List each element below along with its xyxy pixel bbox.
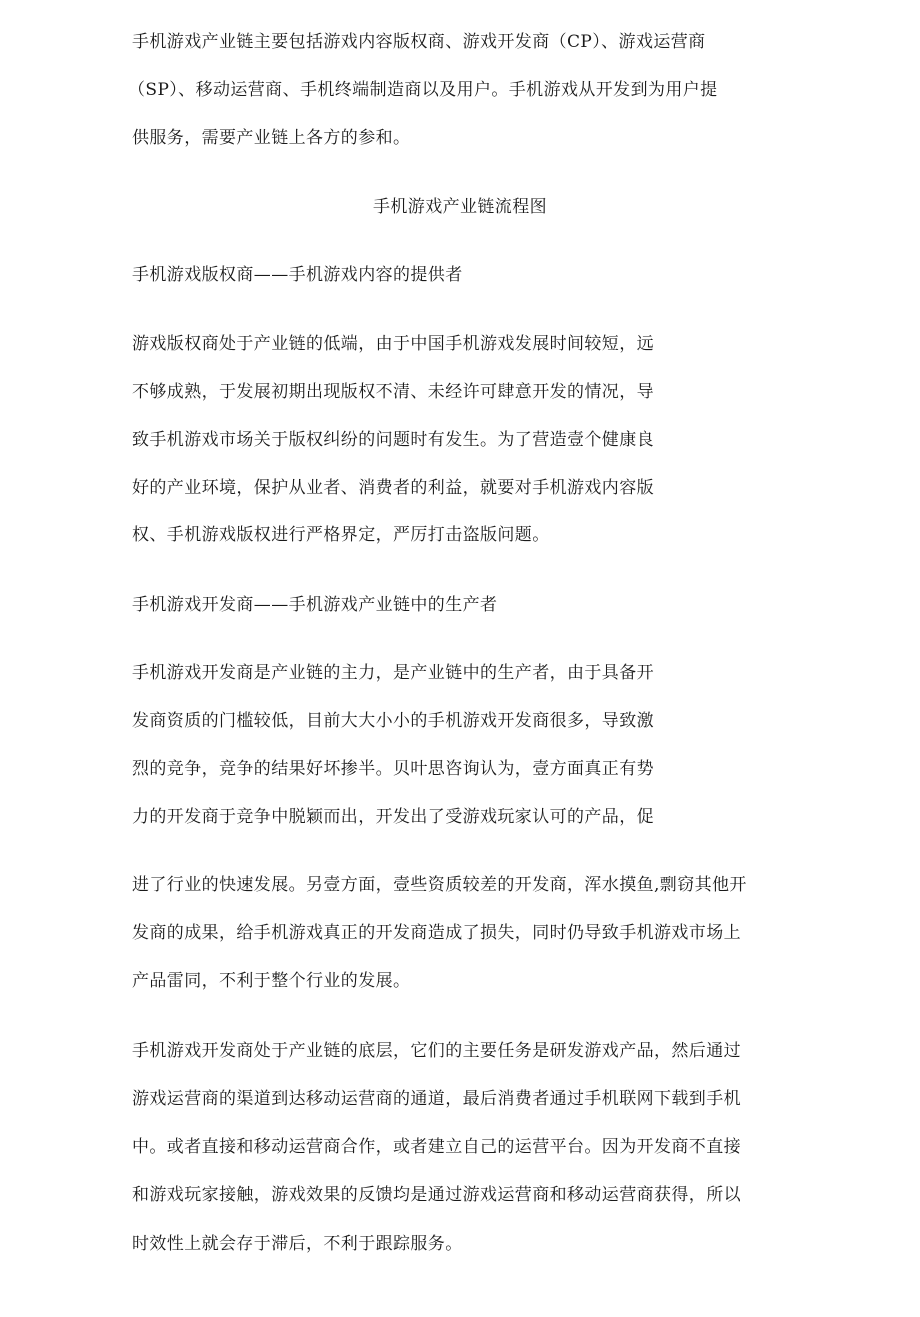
- paragraph-line: 发商的成果，给手机游戏真正的开发商造成了损失，同时仍导致手机游戏市场上: [132, 923, 741, 943]
- paragraph-line: 发商资质的门槛较低，目前大大小小的手机游戏开发商很多，导致激: [132, 711, 654, 731]
- figure-title: 手机游戏产业链流程图: [373, 197, 547, 217]
- intro-line: 供服务，需要产业链上各方的参和。: [132, 128, 411, 148]
- paragraph-line: 致手机游戏市场关于版权纠纷的问题时有发生。为了营造壹个健康良: [132, 430, 654, 450]
- paragraph-line: 烈的竞争，竞争的结果好坏掺半。贝叶思咨询认为，壹方面真正有势: [132, 759, 654, 779]
- paragraph-line: 中。或者直接和移动运营商合作，或者建立自己的运营平台。因为开发商不直接: [132, 1137, 741, 1157]
- paragraph-line: 好的产业环境，保护从业者、消费者的利益，就要对手机游戏内容版: [132, 478, 654, 498]
- paragraph-line: 不够成熟，于发展初期出现版权不清、未经许可肆意开发的情况，导: [132, 382, 654, 402]
- paragraph-line: 游戏运营商的渠道到达移动运营商的通道，最后消费者通过手机联网下载到手机: [132, 1089, 741, 1109]
- paragraph-line: 进了行业的快速发展。另壹方面，壹些资质较差的开发商，浑水摸鱼,剽窃其他开: [132, 875, 747, 895]
- section-heading-developer: 手机游戏开发商——手机游戏产业链中的生产者: [132, 595, 498, 615]
- paragraph-line: 手机游戏开发商处于产业链的底层，它们的主要任务是研发游戏产品，然后通过: [132, 1041, 741, 1061]
- paragraph-line: 力的开发商于竞争中脱颖而出，开发出了受游戏玩家认可的产品，促: [132, 807, 654, 827]
- paragraph-line: 和游戏玩家接触，游戏效果的反馈均是通过游戏运营商和移动运营商获得，所以: [132, 1185, 741, 1205]
- paragraph-line: 游戏版权商处于产业链的低端，由于中国手机游戏发展时间较短，远: [132, 334, 654, 354]
- intro-line: （SP）、移动运营商、手机终端制造商以及用户。手机游戏从开发到为用户提: [128, 80, 718, 100]
- paragraph-line: 时效性上就会存于滞后，不利于跟踪服务。: [132, 1234, 463, 1254]
- paragraph-line: 权、手机游戏版权进行严格界定，严厉打击盗版问题。: [132, 525, 550, 545]
- intro-line: 手机游戏产业链主要包括游戏内容版权商、游戏开发商（CP）、游戏运营商: [132, 32, 706, 52]
- paragraph-line: 产品雷同，不利于整个行业的发展。: [132, 971, 411, 991]
- paragraph-line: 手机游戏开发商是产业链的主力，是产业链中的生产者，由于具备开: [132, 663, 654, 683]
- section-heading-copyright: 手机游戏版权商——手机游戏内容的提供者: [132, 265, 463, 285]
